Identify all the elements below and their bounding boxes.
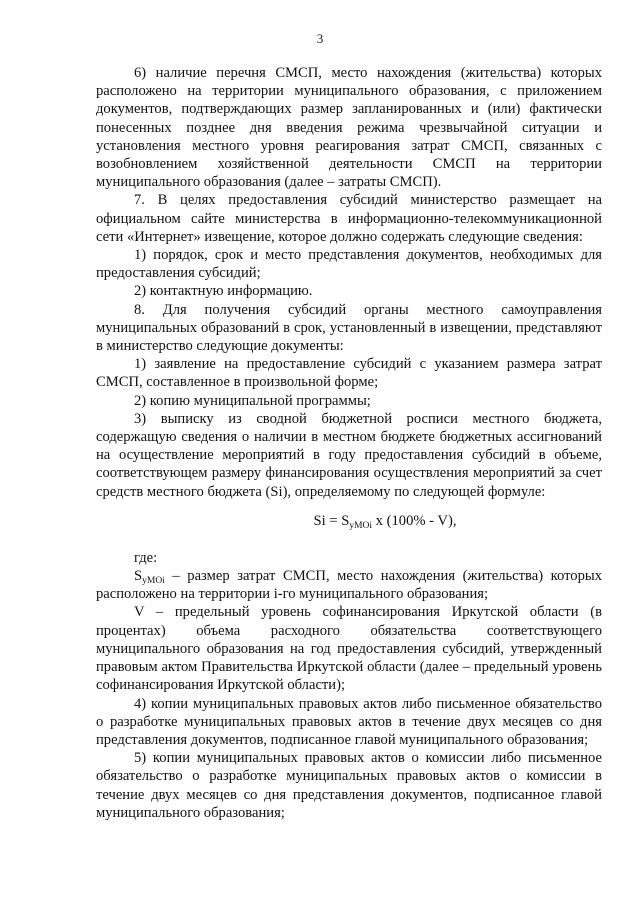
paragraph-item-6: 6) наличие перечня СМСП, место нахождения (жительства) которых расположено на территории муниципального образования, с приложением документов, подтверждающих размер запланированных и (или) фактически понесенных позднее дня введения режима чрезвычайной ситуации и установления местного уровня реагирования затрат СМСП, связанных с возобновлением хозяйственной деятельности СМСП на территории муниципального образования (далее – затраты СМСП). bbox=[96, 65, 602, 191]
definition-smoi-text: – размер затрат СМСП, место нахождения (жительства) которых расположено на территории i-го муниципального образования; bbox=[96, 568, 602, 603]
paragraph-section-8: 8. Для получения субсидий органы местного самоуправления муниципальных образований в срок, установленный в извещении, представляют в министерство следующие документы: bbox=[96, 301, 602, 355]
where-label: где: bbox=[134, 549, 158, 566]
definition-smoi bbox=[96, 567, 602, 603]
paragraph-item-2-contacts: 2) контактную информацию. bbox=[134, 283, 313, 300]
paragraph-doc-1-application: 1) заявление на предоставление субсидий с указанием размера затрат СМСП, составленное в произвольной форме; bbox=[96, 356, 602, 391]
formula-spacer bbox=[96, 539, 602, 549]
formula-rhs: x (100% - V), bbox=[372, 512, 457, 529]
paragraph-doc-3-budget-extract: 3) выписку из сводной бюджетной росписи местного бюджета, содержащую сведения о наличии в местном бюджете бюджетных ассигнований на осуществление мероприятий в году предоставления субсидий в объеме, соответствующем размеру финансирования осуществления мероприятий за счет средств местного бюджета (Si), определяемому по следующей формуле: bbox=[96, 410, 602, 500]
definition-smoi-subscript: уМОi bbox=[142, 576, 165, 587]
formula bbox=[96, 510, 602, 532]
paragraph-doc-2-program: 2) копию муниципальной программы; bbox=[134, 392, 371, 409]
formula-lhs: Si = S bbox=[313, 512, 350, 529]
document-body bbox=[96, 64, 602, 822]
definition-smoi-symbol: S bbox=[134, 568, 143, 585]
paragraph-item-1-procedure: 1) порядок, срок и место представления документов, необходимых для предоставления субсидий; bbox=[96, 247, 602, 282]
paragraph-doc-5-commission-acts: 5) копии муниципальных правовых актов о комиссии либо письменное обязательство о разработке муниципальных правовых актов о комиссии в течение двух месяцев со дня представления документов, подписанное главой муниципального образования; bbox=[96, 750, 602, 821]
page-number: 3 bbox=[316, 31, 324, 46]
paragraph-doc-4-legal-acts: 4) копии муниципальных правовых актов либо письменное обязательство о разработке муниципальных правовых актов в течение двух месяцев со дня представления документов, подписанное главой муниципального образования; bbox=[96, 695, 602, 748]
formula-subscript: уМОi bbox=[349, 520, 373, 531]
paragraph-section-7: 7. В целях предоставления субсидий министерство размещает на официальном сайте министерства в информационно-телекоммуникационной сети «Интернет» извещение, которое должно содержать следующие сведения: bbox=[96, 192, 602, 245]
definition-v: V – предельный уровень софинансирования Иркутской области (в процентах) объема расходного обязательства соответствующего муниципального образования на год предоставления субсидий, утвержденный правовым актом Правительства Иркутской области (далее – предельный уровень софинансирования Иркутской области); bbox=[96, 604, 602, 694]
